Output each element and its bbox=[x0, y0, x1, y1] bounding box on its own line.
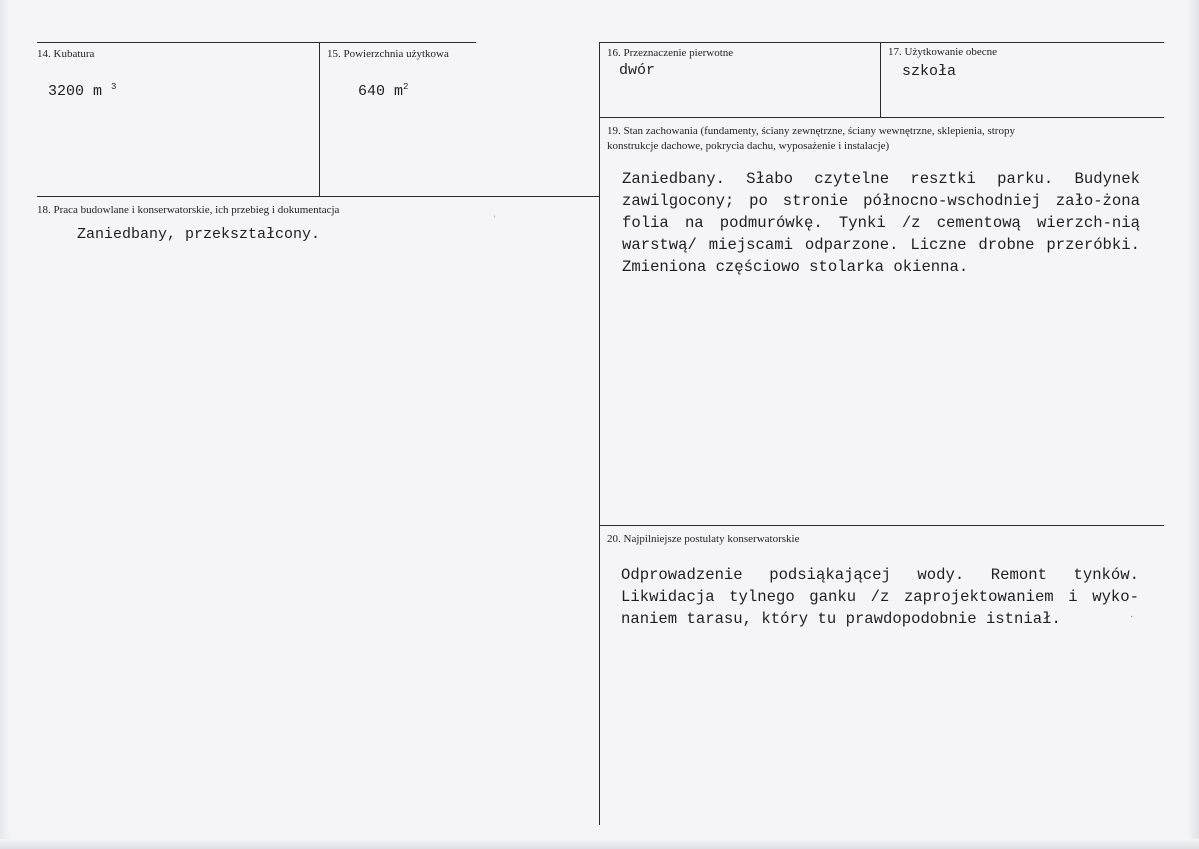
card-edge-bottom bbox=[0, 839, 1199, 849]
field-16-label: 16. Przeznaczenie pierwotne bbox=[607, 47, 734, 59]
center-divider bbox=[599, 42, 600, 825]
field-20-label: 20. Najpilniejsze postulaty konserwatorskie bbox=[607, 533, 800, 545]
field-19-value: Zaniedbany. Słabo czytelne resztki parku. Budynek zawilgocony; po stronie północno-wschodniej zało-żona folia na podmurówkę. Tynki /z cementową wierzch-nią warstwą/ miejscami odparzone. Liczne drobne przeróbki. Zmieniona częściowo stolarka okienna. bbox=[622, 170, 1140, 276]
field-18-label: 18. Praca budowlane i konserwatorskie, ich przebieg i dokumentacja bbox=[37, 204, 340, 216]
paper-speck: · bbox=[1130, 612, 1134, 623]
field-15-value bbox=[358, 82, 408, 100]
field-14-label: 14. Kubatura bbox=[37, 48, 95, 60]
field-14-number: 3200 m bbox=[48, 83, 103, 100]
field-15-number: 640 m bbox=[358, 83, 404, 100]
field-14-unit-exponent: 3 bbox=[111, 82, 117, 92]
top-rule-left bbox=[37, 42, 476, 43]
field-14-value bbox=[48, 82, 116, 100]
field-17-value: szkoła bbox=[902, 63, 957, 80]
rule-under-16-17 bbox=[599, 117, 1164, 118]
rule-above-18 bbox=[37, 196, 600, 197]
rule-above-20 bbox=[599, 525, 1164, 526]
field-16-value: dwór bbox=[619, 62, 656, 79]
field-20-value: Odprowadzenie podsiąkającej wody. Remont tynków. Likwidacja tylnego ganku /z zaprojektowaniem i wyko-naniem tarasu, który tu prawdopodobnie istniał. bbox=[621, 566, 1139, 628]
paper-speck: ˒ bbox=[493, 210, 497, 221]
card-edge-right bbox=[1187, 0, 1199, 849]
field-19-label-line1: 19. Stan zachowania (fundamenty, ściany zewnętrzne, ściany wewnętrzne, sklepienia, stropy bbox=[607, 125, 1015, 137]
divider-14-15 bbox=[319, 42, 320, 196]
top-rule-right bbox=[599, 42, 1164, 43]
divider-16-17 bbox=[880, 42, 881, 117]
field-18-value: Zaniedbany, przekształcony. bbox=[77, 226, 321, 243]
field-15-label: 15. Powierzchnia użytkowa bbox=[327, 48, 449, 60]
field-15-unit-exponent: 2 bbox=[403, 82, 409, 92]
field-19-label-line2: konstrukcje dachowe, pokrycia dachu, wyposażenie i instalacje) bbox=[607, 140, 890, 152]
field-17-label: 17. Użytkowanie obecne bbox=[888, 46, 998, 58]
card-edge-left bbox=[0, 0, 10, 849]
